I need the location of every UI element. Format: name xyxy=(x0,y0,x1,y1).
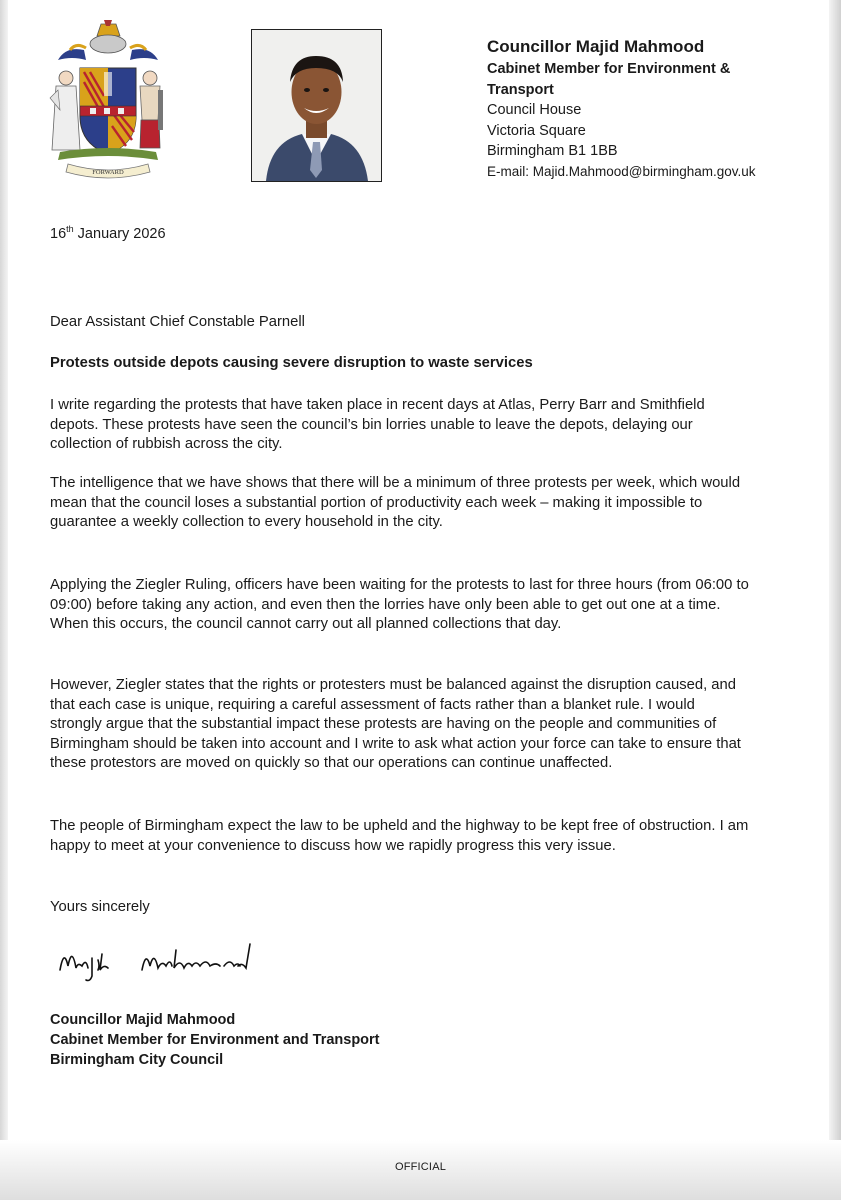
sender-role-line-1: Cabinet Member for Environment & xyxy=(487,61,731,77)
signoff-name: Councillor Majid Mahmood xyxy=(50,1012,236,1028)
date-month-year: January 2026 xyxy=(73,226,166,242)
signoff-organisation: Birmingham City Council xyxy=(50,1052,224,1068)
page-shadow-left xyxy=(0,0,8,1200)
letter-date xyxy=(50,226,166,242)
paragraph-5: The people of Birmingham expect the law to be upheld and the highway to be kept free of obstruction. I am happy to meet at your convenience to discuss how we rapidly progress this very issue. xyxy=(50,818,749,854)
crest-motto-text: FORWARD xyxy=(92,169,124,176)
address-line-2: Victoria Square xyxy=(487,122,586,139)
address-line-3: Birmingham B1 1BB xyxy=(487,143,618,159)
address-line-1: Council House xyxy=(487,102,582,118)
salutation: Dear Assistant Chief Constable Parnell xyxy=(50,314,305,330)
signoff-title: Cabinet Member for Environment and Transport xyxy=(50,1032,380,1048)
date-suffix: th xyxy=(66,224,74,234)
handwritten-signature xyxy=(58,936,298,986)
birmingham-coat-of-arms-icon xyxy=(46,20,170,182)
document-classification: OFFICIAL xyxy=(394,1161,447,1173)
paragraph-3: Applying the Ziegler Ruling, officers have been waiting for the protests to last for three hours (from 06:00 to 09:00) before taking any action, and even then the lorries have only been able to get out one at a time. When this occurs, the council cannot carry out all planned collections that day. xyxy=(50,577,749,632)
date-day: 16 xyxy=(50,226,67,242)
councillor-portrait-photo xyxy=(251,29,382,182)
letterhead xyxy=(487,35,827,182)
paragraph-1: I write regarding the protests that have taken place in recent days at Atlas, Perry Barr and Smithfield depots. These protests have seen the council’s bin lorries unable to leave the depots, delaying our collection of rubbish across the city. xyxy=(50,397,705,452)
page-shadow-right xyxy=(829,0,841,1200)
sender-role-line-2: Transport xyxy=(487,81,554,98)
sender-name: Councillor Majid Mahmood xyxy=(487,37,705,56)
sender-email: E-mail: Majid.Mahmood@birmingham.gov.uk xyxy=(487,163,756,179)
paragraph-4: However, Ziegler states that the rights or protesters must be balanced against the disruption caused, and that each case is unique, requiring a careful assessment of facts rather than a blanket rule. I would strongly argue that the substantial impact these protests are having on the people and communities of Birmingham should be taken into account and I write to ask what action your force can take to ensure that these protestors are moved on quickly so that our operations can continue unaffected. xyxy=(50,677,741,771)
closing: Yours sincerely xyxy=(50,899,150,915)
paragraph-2: The intelligence that we have shows that there will be a minimum of three protests per week, which would mean that the council loses a substantial portion of productivity each week – making it impossible to guarantee a weekly collection to every household in the city. xyxy=(50,475,741,530)
subject-line: Protests outside depots causing severe disruption to waste services xyxy=(50,355,533,371)
signoff-block xyxy=(50,1010,380,1070)
